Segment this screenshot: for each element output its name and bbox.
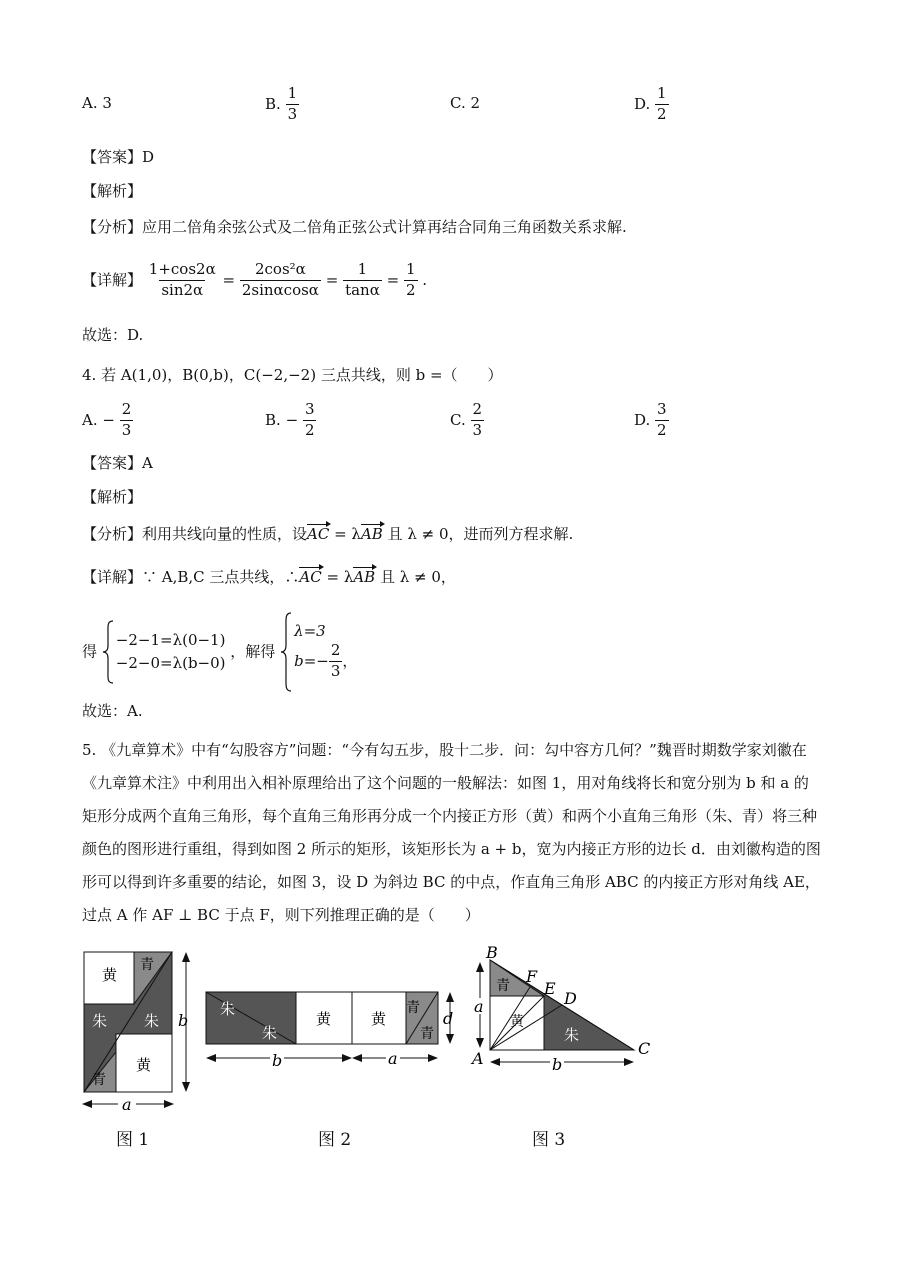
vector-ab: AB (360, 525, 383, 543)
q4-option-a: A. − $\frac{2}{3}$ (82, 400, 132, 439)
q3-analysis-label: 【解析】 (82, 182, 143, 200)
label-huang: 黄 (371, 1010, 387, 1028)
q4-option-d: D. $\frac{3}{2}$ (634, 400, 667, 439)
q3-option-d: D. $\frac{1}{2}$ (634, 84, 667, 123)
label-a: a (474, 997, 484, 1016)
vector-ac: AC (307, 525, 330, 543)
label-huang: 黄 (102, 966, 118, 984)
label-zhu: 朱 (144, 1012, 160, 1030)
q4-fenxi: 【分析】利用共线向量的性质，设AC = λAB 且 λ ≠ 0，进而列方程求解. (82, 525, 574, 543)
fraction: $\frac{3}{2}$ (657, 400, 667, 439)
vector-ab: AB (353, 568, 376, 586)
point-d: D (564, 989, 577, 1008)
q3-answer: 【答案】D (82, 148, 155, 166)
figure-3 (462, 940, 662, 1072)
solution-system (280, 612, 357, 692)
q4-answer: 【答案】A (82, 454, 153, 472)
q3-detail: 【详解】 $\frac{1+\cos 2\alpha}{\sin 2\alpha}$ = $\frac{\text{2cos²α}}{2\sin\alpha\cos\alpha}$ = $\frac{1}{\tan\alpha}$ = $\frac{1}{2}$ . (82, 260, 428, 299)
point-e: E (544, 979, 556, 998)
point-b: B (486, 943, 498, 962)
q4-conclusion: 故选：A. (82, 702, 143, 720)
point-a: A (472, 1049, 484, 1068)
point-f: F (526, 967, 538, 986)
fraction: $\frac{2}{3}$ (472, 400, 483, 439)
label-qing: 青 (496, 978, 510, 994)
q3-fenxi: 【分析】应用二倍角余弦公式及二倍角正弦公式计算再结合同角三角函数关系求解. (82, 218, 627, 236)
fraction: $\frac{2}{3}$ (121, 400, 132, 439)
fraction: $\frac{3}{2}$ (304, 400, 315, 439)
fraction: $\frac{1+\cos 2\alpha}{\sin 2\alpha}$ (148, 260, 216, 299)
q3-conclusion: 故选：D. (82, 326, 144, 344)
figure-2 (200, 982, 470, 1078)
fraction: $\frac{1}{2}$ (657, 84, 667, 123)
label-qing: 青 (420, 1026, 434, 1042)
label-huang: 黄 (136, 1056, 152, 1074)
q3-option-a: A. 3 (82, 94, 112, 112)
fraction: $\frac{1}{\tan\alpha}$ (345, 260, 380, 299)
label-zhu: 朱 (220, 1000, 236, 1018)
label-a: a (122, 1095, 132, 1114)
label-qing: 青 (140, 957, 154, 973)
solution-line: λ=3 (294, 622, 326, 641)
solution-line: b=− $\frac{2}{3}$ ， (294, 641, 358, 680)
label-zhu: 朱 (564, 1026, 580, 1044)
brace-icon (102, 620, 114, 684)
q4-detail: 【详解】∵ A,B,C 三点共线，∴AC = λAB 且 λ ≠ 0， (82, 568, 456, 586)
q4-analysis-label: 【解析】 (82, 488, 143, 506)
figure-1 (74, 942, 204, 1114)
label-b: b (552, 1055, 563, 1072)
equation-system (102, 620, 226, 684)
q4-stem: 4. 若 A(1,0)，B(0,b)，C(−2,−2) 三点共线，则 b =（ ） (82, 366, 503, 384)
label-d: d (443, 1009, 454, 1028)
label-b: b (178, 1011, 189, 1030)
fraction: $\frac{\text{2cos²α}}{2\sin\alpha\cos\alpha}$ (241, 260, 319, 299)
caption-figure-1: 图 1 (116, 1130, 150, 1150)
equation-line: −2−0=λ(b−0) (115, 654, 226, 672)
caption-figure-3: 图 3 (532, 1130, 566, 1150)
q4-option-b: B. − $\frac{3}{2}$ (265, 400, 315, 439)
q4-system: 得 −2−1=λ(0−1) −2−0=λ(b−0) ，解得 λ=3 b=− $\frac{2}{3}$ ， (82, 612, 357, 692)
equation-line: −2−1=λ(0−1) (115, 631, 226, 649)
q3-option-b: B. $\frac{1}{3}$ (265, 84, 298, 123)
q3-option-c: C. 2 (450, 94, 481, 112)
label-zhu: 朱 (262, 1024, 278, 1042)
label-b: b (272, 1051, 283, 1070)
label-qing: 青 (92, 1072, 106, 1088)
vector-ac: AC (299, 568, 322, 586)
caption-figure-2: 图 2 (318, 1130, 352, 1150)
label-huang: 黄 (510, 1014, 524, 1030)
label-huang: 黄 (316, 1010, 332, 1028)
label-zhu: 朱 (92, 1012, 108, 1030)
q4-option-c: C. $\frac{2}{3}$ (450, 400, 483, 439)
label-a: a (388, 1049, 398, 1068)
point-c: C (638, 1039, 651, 1058)
brace-icon (280, 612, 292, 692)
label-qing: 青 (406, 1000, 420, 1016)
fraction: $\frac{1}{3}$ (287, 84, 298, 123)
q5-text: 5. 《九章算术》中有“勾股容方”问题：“今有勾五步，股十二步．问：勾中容方几何？”魏晋时期数学家刘徽在《九章算术注》中利用出入相补原理给出了这个问题的一般解法：如图 1，用对角线将长和宽分别为 b 和 a 的矩形分成两个直角三角形，每个直角三角形再分成一个内接正方形（黄）和两个小直角三角形（朱、青）将三种颜色的图形进行重组，得到如图 2 所示的矩形，该矩形长为 a + b，宽为内接正方形的边长 d．由刘徽构造的图形可以得到许多重要的结论，如图 3，设 D 为斜边 BC 的中点，作直角三角形 ABC 的内接正方形对角线 AE，过点 A 作 AF ⊥ BC 于点 F，则下列推理正确的是（ ） (82, 741, 821, 924)
fraction: $\frac{1}{2}$ (405, 260, 416, 299)
